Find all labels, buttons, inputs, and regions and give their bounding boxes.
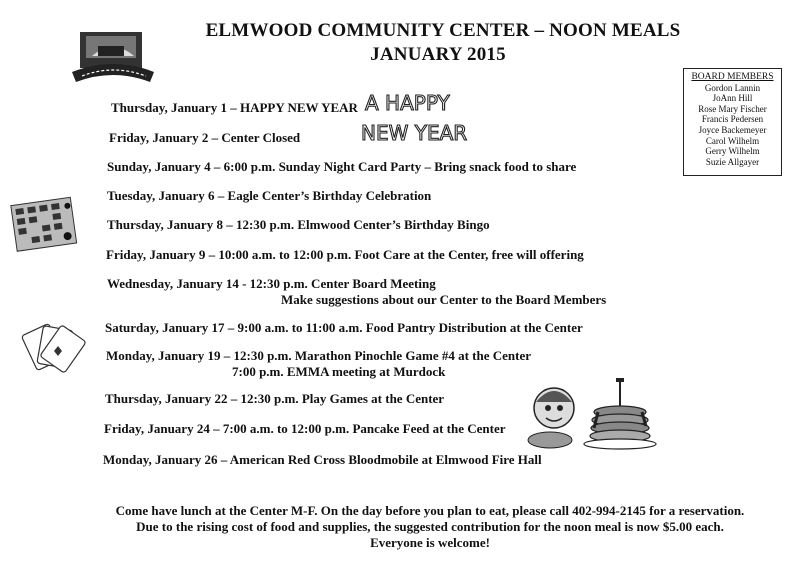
event-jan-14-text: Wednesday, January 14 - 12:30 p.m. Center Board Meeting (107, 276, 436, 291)
board-member: Gordon Lannin (704, 82, 761, 93)
board-member: Gerry Wilhelm (705, 146, 760, 157)
footer-line-3: Everyone is welcome! (370, 535, 490, 550)
happy-new-year-graphic (355, 86, 480, 148)
event-jan-4: Sunday, January 4 – 6:00 p.m. Sunday Night Card Party – Bring snack food to share (107, 159, 577, 174)
page-subtitle: JANUARY 2015 (370, 44, 506, 65)
center-logo-image (68, 26, 158, 88)
event-jan-26: Monday, January 26 – American Red Cross Bloodmobile at Elmwood Fire Hall (103, 452, 542, 467)
hny-line2: NEW YEAR (361, 121, 468, 145)
footer-notice (100, 503, 760, 551)
playing-cards-image (18, 320, 90, 376)
board-members-box (683, 68, 782, 176)
footer-line-1: Come have lunch at the Center M-F. On the day before you plan to eat, please call 402-994-2145 for a reservation. (115, 503, 745, 518)
event-jan-19-text: Monday, January 19 – 12:30 p.m. Marathon Pinochle Game #4 at the Center (106, 348, 532, 363)
board-member: Francis Pedersen (701, 114, 764, 125)
event-jan-19 (106, 348, 531, 380)
bingo-cards-image (10, 195, 82, 257)
board-member: Joyce Backemeyer (698, 124, 767, 135)
event-jan-17: Saturday, January 17 – 9:00 a.m. to 11:00 a.m. Food Pantry Distribution at the Center (105, 320, 583, 335)
event-jan-2: Friday, January 2 – Center Closed (109, 130, 301, 145)
hny-line1: A HAPPY (365, 91, 450, 115)
event-jan-9: Friday, January 9 – 10:00 a.m. to 12:00 p.m. Foot Care at the Center, free will offering (106, 247, 584, 262)
board-member: Suzie Allgayer (705, 156, 760, 167)
footer-line-2: Due to the rising cost of food and supplies, the suggested contribution for the noon meal is now $5.00 each. (136, 519, 724, 534)
board-member: Rose Mary Fischer (698, 103, 767, 114)
event-jan-14-sub: Make suggestions about our Center to the Board Members (281, 292, 607, 307)
board-heading: BOARD MEMBERS (691, 72, 774, 82)
event-jan-19-sub: 7:00 p.m. EMMA meeting at Murdock (232, 364, 446, 379)
board-members-list (684, 83, 781, 168)
event-jan-1: Thursday, January 1 – HAPPY NEW YEAR (111, 100, 358, 115)
page-title: ELMWOOD COMMUNITY CENTER – NOON MEALS (205, 20, 681, 41)
event-jan-14 (107, 276, 606, 308)
event-jan-6: Tuesday, January 6 – Eagle Center’s Birthday Celebration (107, 188, 432, 203)
board-member: Carol Wilhelm (705, 135, 760, 146)
event-jan-24: Friday, January 24 – 7:00 a.m. to 12:00 p.m. Pancake Feed at the Center (104, 421, 506, 436)
board-member: JoAnn Hill (712, 93, 753, 104)
event-jan-8: Thursday, January 8 – 12:30 p.m. Elmwood Center’s Birthday Bingo (107, 217, 490, 232)
event-jan-22: Thursday, January 22 – 12:30 p.m. Play Games at the Center (105, 391, 445, 406)
pancake-character-image (520, 372, 660, 452)
